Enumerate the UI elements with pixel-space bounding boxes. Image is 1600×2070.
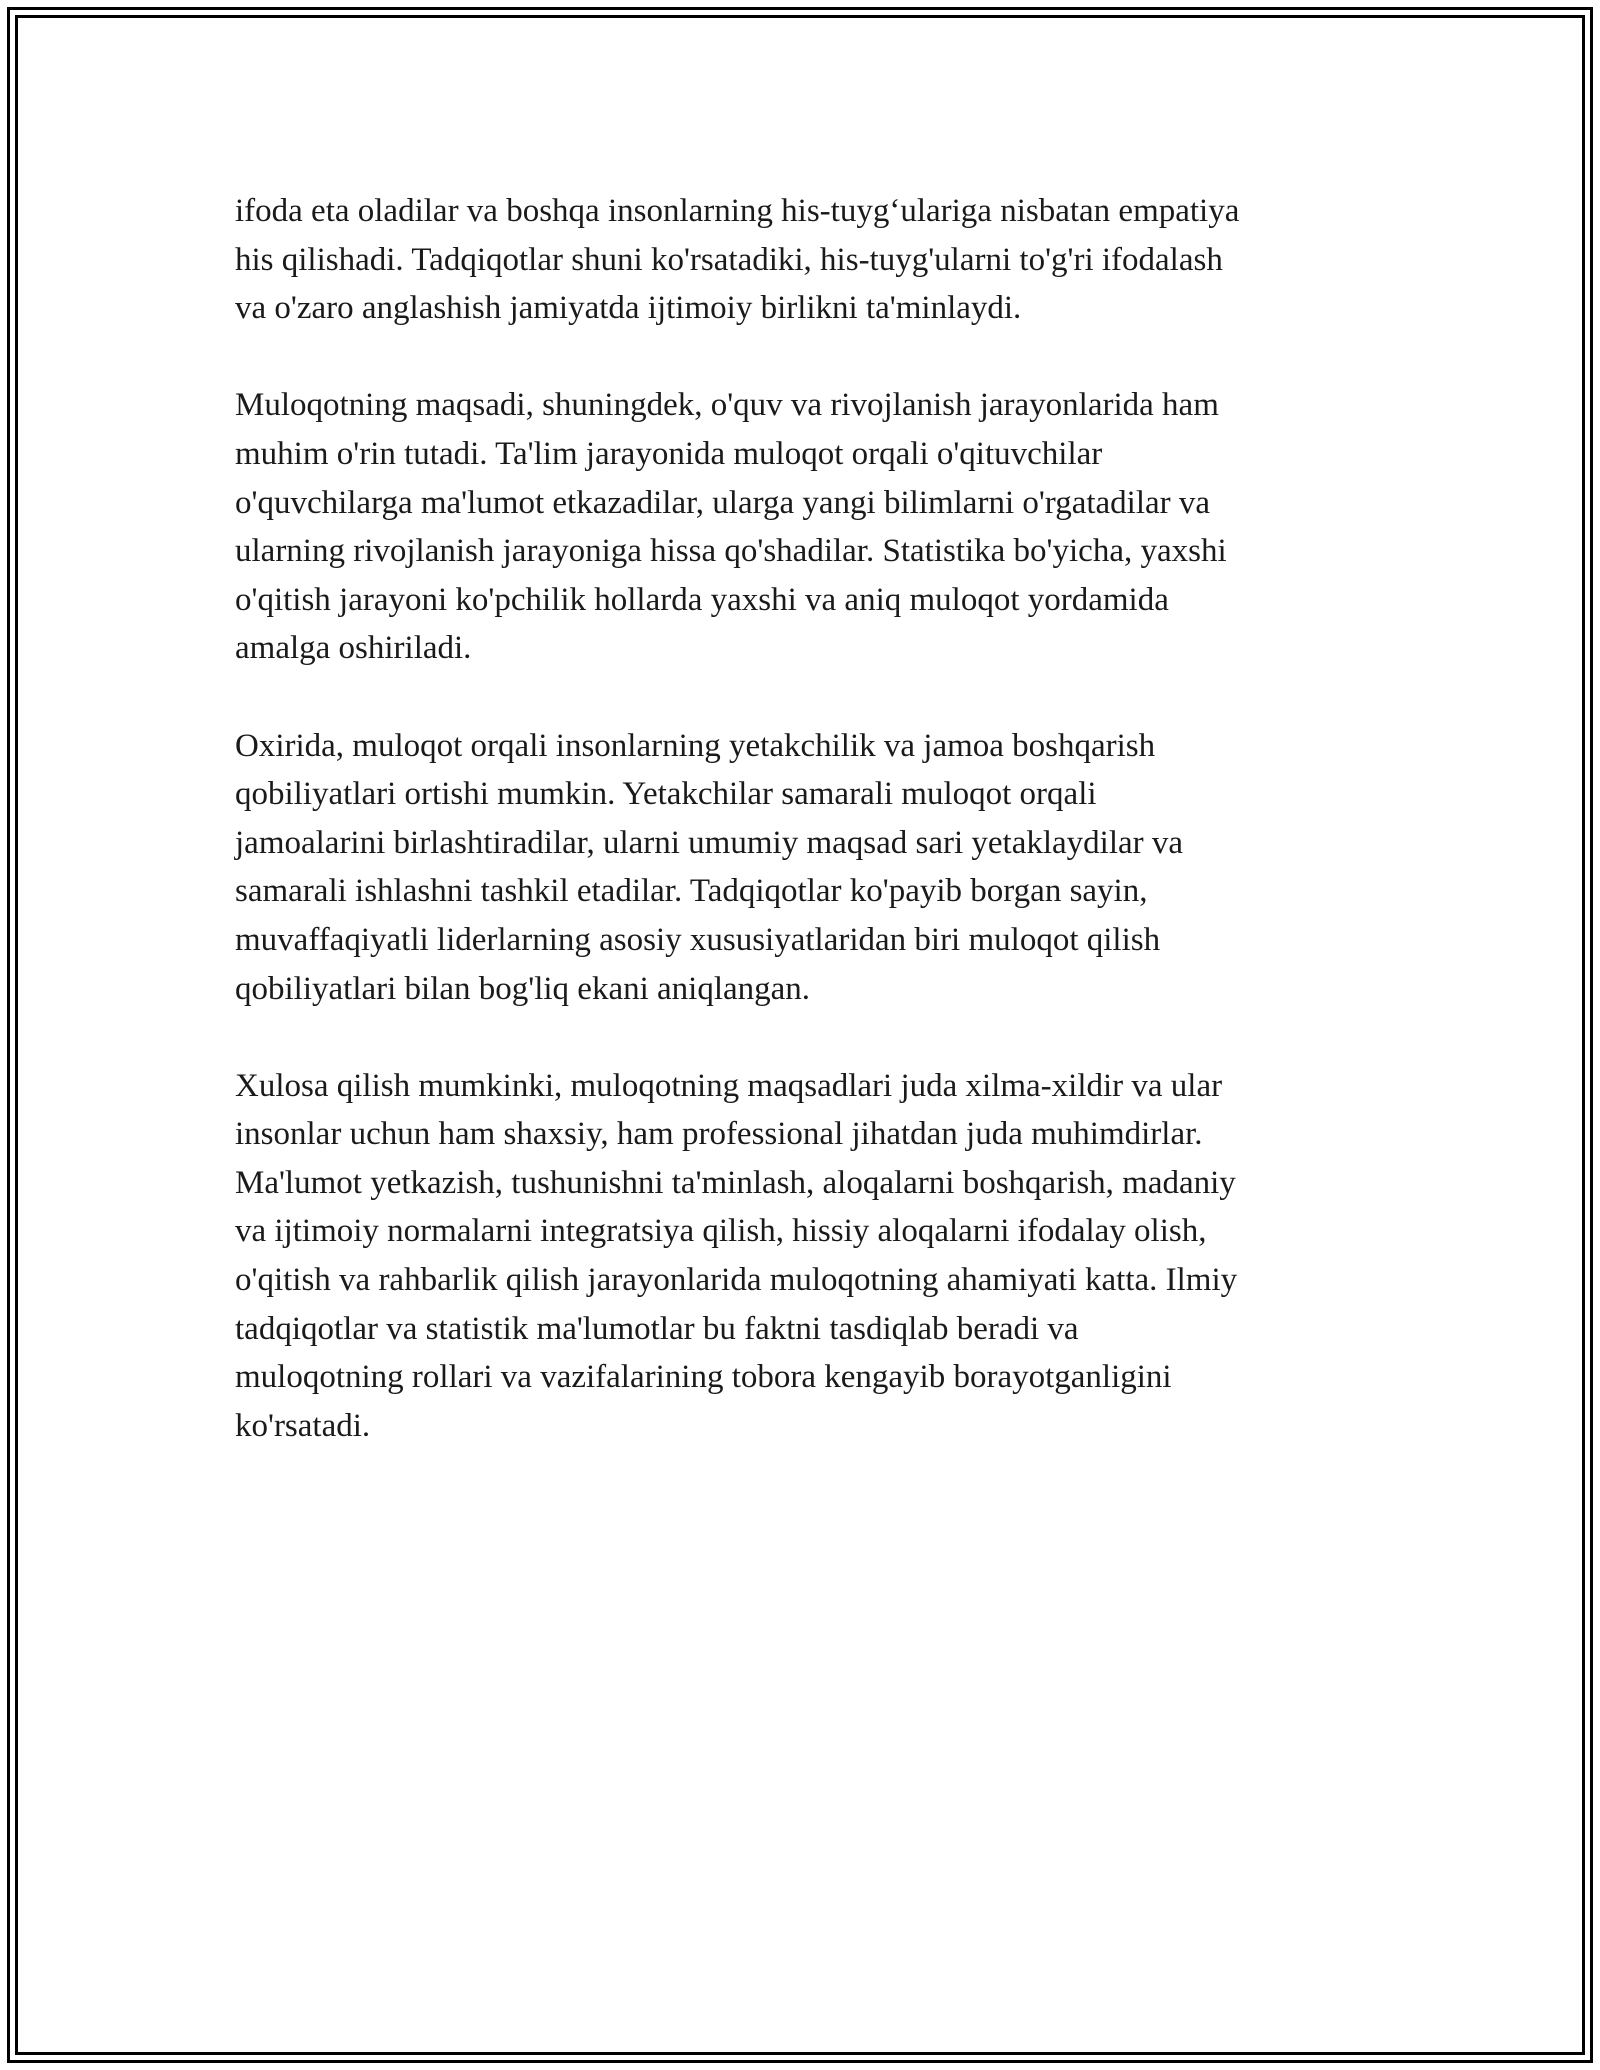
paragraph-empathy: [235, 187, 1375, 333]
text-line: Ma'lumot yetkazish, tushunishni ta'minlash, aloqalarni boshqarish, madaniy: [235, 1164, 1236, 1201]
text-line: muhim o'rin tutadi. Ta'lim jarayonida muloqot orqali o'qituvchilar: [235, 435, 1103, 472]
paragraph-leadership: [235, 722, 1375, 1014]
text-line: ularning rivojlanish jarayoniga hissa qo'shadilar. Statistika bo'yicha, yaxshi: [235, 533, 1227, 570]
paragraph-conclusion: [235, 1062, 1375, 1451]
text-line: muloqotning rollari va vazifalarining tobora kengayib borayotganligini: [235, 1359, 1172, 1396]
paragraph-education: [235, 381, 1375, 673]
text-line: o'quvchilarga ma'lumot etkazadilar, ularga yangi bilimlarni o'rgatadilar va: [235, 484, 1211, 521]
text-line: his qilishadi. Tadqiqotlar shuni ko'rsatadiki, his-tuyg'ularni to'g'ri ifodalash: [235, 241, 1223, 278]
text-line: va o'zaro anglashish jamiyatda ijtimoiy birlikni ta'minlaydi.: [235, 290, 1022, 327]
text-line: qobiliyatlari ortishi mumkin. Yetakchilar samarali muloqot orqali: [235, 776, 1097, 813]
text-line: o'qitish jarayoni ko'pchilik hollarda yaxshi va aniq muloqot yordamida: [235, 581, 1169, 618]
text-line: Xulosa qilish mumkinki, muloqotning maqsadlari juda xilma-xildir va ular: [235, 1067, 1223, 1104]
text-line: insonlar uchun ham shaxsiy, ham professional jihatdan juda muhimdirlar.: [235, 1116, 1203, 1153]
text-line: samarali ishlashni tashkil etadilar. Tadqiqotlar ko'payib borgan sayin,: [235, 873, 1148, 910]
text-line: qobiliyatlari bilan bog'liq ekani aniqlangan.: [235, 970, 811, 1007]
text-line: jamoalarini birlashtiradilar, ularni umumiy maqsad sari yetaklaydilar va: [235, 824, 1184, 861]
text-line: tadqiqotlar va statistik ma'lumotlar bu faktni tasdiqlab beradi va: [235, 1310, 1079, 1347]
text-line: va ijtimoiy normalarni integratsiya qilish, hissiy aloqalarni ifodalay olish,: [235, 1213, 1207, 1250]
text-line: ifoda eta oladilar va boshqa insonlarning his-tuyg‘ulariga nisbatan empatiya: [235, 193, 1240, 229]
text-line: o'qitish va rahbarlik qilish jarayonlarida muloqotning ahamiyati katta. Ilmiy: [235, 1262, 1238, 1299]
document-body: [235, 187, 1375, 1499]
text-line: ko'rsatadi.: [235, 1407, 371, 1444]
text-line: amalga oshiriladi.: [235, 630, 472, 667]
text-line: muvaffaqiyatli liderlarning asosiy xususiyatlaridan biri muloqot qilish: [235, 921, 1161, 958]
text-line: Oxirida, muloqot orqali insonlarning yetakchilik va jamoa boshqarish: [235, 727, 1156, 764]
text-line: Muloqotning maqsadi, shuningdek, o'quv va rivojlanish jarayonlarida ham: [235, 387, 1219, 424]
